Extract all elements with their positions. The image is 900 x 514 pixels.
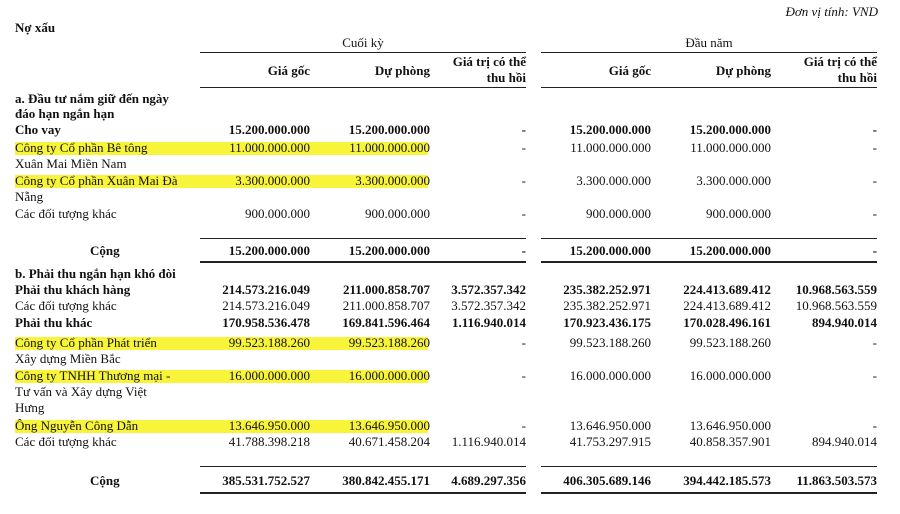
total-a-bottom-rule-left [200, 261, 526, 263]
cell: 235.382.252.971 [563, 298, 651, 313]
cell: 4.689.297.356 [451, 473, 526, 488]
cell: - [872, 173, 877, 188]
cell: 380.842.455.171 [342, 473, 430, 488]
cell: 99.523.188.260 [689, 335, 771, 350]
cell: 41.753.297.915 [569, 434, 651, 449]
cell: 170.923.436.175 [563, 315, 651, 330]
row-label-cong-a: Cộng [90, 243, 120, 258]
cell: 211.000.858.707 [342, 298, 430, 313]
cell: 11.863.503.573 [796, 473, 877, 488]
cell: 3.300.000.000 [355, 173, 430, 188]
cell: 1.116.940.014 [451, 315, 526, 330]
cell: 41.788.398.218 [228, 434, 310, 449]
section-a-title-1: a. Đầu tư nắm giữ đến ngày [15, 91, 169, 106]
cell: 15.200.000.000 [228, 122, 310, 137]
cell: 11.000.000.000 [349, 140, 430, 155]
cell: 3.572.357.342 [451, 282, 526, 297]
cell: 900.000.000 [365, 206, 430, 221]
header-end-period: Cuối kỳ [342, 35, 384, 50]
cell: - [872, 140, 877, 155]
cell: 10.968.563.559 [795, 298, 877, 313]
header-rule-left [200, 52, 526, 53]
section-b-title: b. Phải thu ngắn hạn khó đòi [15, 266, 176, 281]
row-label-tnhh-1: Công ty TNHH Thương mại - [15, 368, 171, 383]
cell: 214.573.216.049 [222, 282, 310, 297]
cell: 900.000.000 [706, 206, 771, 221]
cell: 3.300.000.000 [696, 173, 771, 188]
cell: 385.531.752.527 [222, 473, 310, 488]
cell: 15.200.000.000 [569, 122, 651, 137]
cell: - [521, 122, 526, 137]
row-label-khac-b2: Các đối tượng khác [15, 434, 117, 449]
header-recoverable-right-1: Giá trị có thể [803, 54, 877, 69]
cell: 3.572.357.342 [451, 298, 526, 313]
total-b-bottom-rule-left [200, 492, 526, 494]
row-label-xuanmai-2: Nẵng [15, 189, 44, 204]
cell: 15.200.000.000 [348, 122, 430, 137]
cell: - [521, 368, 526, 383]
unit-label: Đơn vị tính: VND [785, 4, 878, 19]
cell: 99.523.188.260 [228, 335, 310, 350]
header-recoverable-left-1: Giá trị có thể [452, 54, 526, 69]
total-b-bottom-rule-right [541, 492, 877, 494]
cell: - [521, 418, 526, 433]
row-label-tnhh-2: Tư vấn và Xây dựng Việt [15, 384, 147, 399]
cell: 224.413.689.412 [683, 298, 771, 313]
header-recoverable-right-2: thu hồi [837, 70, 877, 85]
cell: 16.000.000.000 [348, 368, 430, 383]
cell: 40.858.357.901 [689, 434, 771, 449]
row-label-khac-b1: Các đối tượng khác [15, 298, 117, 313]
cell: 170.028.496.161 [683, 315, 771, 330]
total-b-top-rule-left [200, 466, 526, 467]
row-label-ptk: Phải thu khác [15, 315, 93, 330]
total-a-top-rule-right [541, 238, 877, 239]
total-b-top-rule-right [541, 466, 877, 467]
header-rule-right [541, 52, 877, 53]
cell: - [872, 368, 877, 383]
cell: 169.841.596.464 [342, 315, 430, 330]
cell: - [521, 173, 526, 188]
row-label-ptkh: Phải thu khách hàng [15, 282, 131, 297]
cell: 15.200.000.000 [348, 243, 430, 258]
cell: 13.646.950.000 [569, 418, 651, 433]
cell: 170.958.536.478 [222, 315, 310, 330]
cell: 11.000.000.000 [690, 140, 771, 155]
cell: - [872, 206, 877, 221]
cell: 406.305.689.146 [563, 473, 651, 488]
row-label-cong-b: Cộng [90, 473, 120, 488]
cell: 11.000.000.000 [570, 140, 651, 155]
row-label-betong-1: Công ty Cổ phần Bê tông [15, 140, 148, 155]
cell: 99.523.188.260 [569, 335, 651, 350]
cell: 99.523.188.260 [348, 335, 430, 350]
cell: 16.000.000.000 [569, 368, 651, 383]
cell: 15.200.000.000 [228, 243, 310, 258]
cell: 10.968.563.559 [795, 282, 877, 297]
cell: 214.573.216.049 [222, 298, 310, 313]
cell: 394.442.185.573 [683, 473, 771, 488]
row-label-phattrien-2: Xây dựng Miền Bắc [15, 351, 121, 366]
row-label-nguyen: Ông Nguyễn Công Dẫn [15, 418, 139, 433]
cell: 15.200.000.000 [569, 243, 651, 258]
cell: 15.200.000.000 [689, 122, 771, 137]
cell: 11.000.000.000 [229, 140, 310, 155]
cell: 235.382.252.971 [563, 282, 651, 297]
header-recoverable-left-2: thu hồi [486, 70, 526, 85]
header-cost-left: Giá gốc [267, 63, 310, 78]
cell: - [872, 122, 877, 137]
table-title: Nợ xấu [15, 20, 56, 35]
header-cost-right: Giá gốc [608, 63, 651, 78]
cell: - [521, 140, 526, 155]
cell: 13.646.950.000 [228, 418, 310, 433]
cell: 3.300.000.000 [576, 173, 651, 188]
cell: 16.000.000.000 [689, 368, 771, 383]
header-bottom-rule-left [200, 87, 526, 88]
cell: 15.200.000.000 [689, 243, 771, 258]
cell: - [521, 335, 526, 350]
cell: 894.940.014 [812, 315, 877, 330]
row-label-xuanmai-1: Công ty Cổ phần Xuân Mai Đà [15, 173, 178, 188]
header-bottom-rule-right [541, 87, 877, 88]
header-provision-left: Dự phòng [374, 63, 430, 78]
header-provision-right: Dự phòng [715, 63, 771, 78]
cell: 40.671.458.204 [348, 434, 430, 449]
cell: 900.000.000 [245, 206, 310, 221]
cell: 894.940.014 [812, 434, 877, 449]
total-a-top-rule-left [200, 238, 526, 239]
cell: 224.413.689.412 [683, 282, 771, 297]
row-label-cho-vay: Cho vay [15, 122, 61, 137]
cell: - [521, 206, 526, 221]
row-label-tnhh-3: Hưng [15, 400, 45, 415]
row-label-phattrien-1: Công ty Cổ phần Phát triển [15, 335, 157, 350]
cell: - [872, 335, 877, 350]
cell: 13.646.950.000 [689, 418, 771, 433]
cell: 3.300.000.000 [235, 173, 310, 188]
cell: 900.000.000 [586, 206, 651, 221]
cell: 16.000.000.000 [228, 368, 310, 383]
cell: - [872, 418, 877, 433]
cell: 13.646.950.000 [348, 418, 430, 433]
section-a-title-2: đáo hạn ngắn hạn [15, 106, 115, 121]
cell: 211.000.858.707 [342, 282, 430, 297]
header-begin-year: Đầu năm [685, 35, 733, 50]
cell: 1.116.940.014 [451, 434, 526, 449]
cell: - [872, 243, 877, 258]
cell: - [521, 243, 526, 258]
total-a-bottom-rule-right [541, 261, 877, 263]
row-label-betong-2: Xuân Mai Miền Nam [15, 156, 127, 171]
row-label-khac-a: Các đối tượng khác [15, 206, 117, 221]
